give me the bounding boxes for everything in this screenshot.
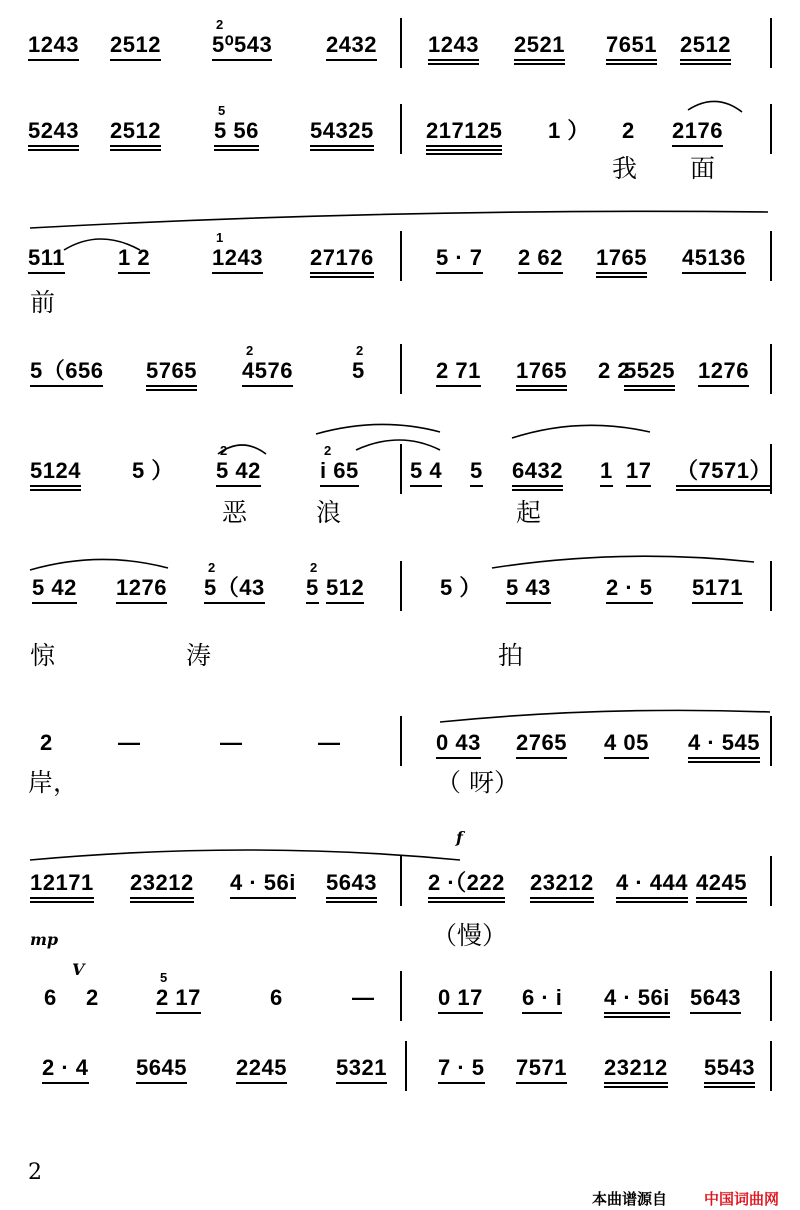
note-group: 12171 <box>30 870 94 896</box>
note-group: 17 <box>626 458 651 484</box>
beam-line <box>30 901 94 903</box>
source-prefix: 本曲谱源自 <box>592 1191 668 1208</box>
note-group: 1 ） <box>548 118 590 143</box>
note-group: 4576 <box>242 358 293 384</box>
note-group: 5 <box>470 458 483 484</box>
beam-line <box>156 1012 201 1014</box>
beam-line <box>600 485 613 487</box>
beam-line <box>310 272 374 274</box>
note-group: 5（43 <box>204 575 265 601</box>
beam-line <box>696 897 747 899</box>
beam-line <box>692 602 743 604</box>
note-group: 0 17 <box>438 985 483 1011</box>
beam-line <box>336 1082 387 1084</box>
beam-line <box>704 1082 755 1084</box>
beam-line <box>28 59 79 61</box>
note-group: 5 4 <box>410 458 442 484</box>
note-group: 2 71 <box>436 358 481 384</box>
note-group: 217125 <box>426 118 502 144</box>
lyric: 拍 <box>498 641 524 670</box>
note-group: 1 <box>600 458 613 484</box>
beam-line <box>428 897 505 899</box>
beam-line <box>110 149 161 151</box>
barline <box>770 104 772 154</box>
dynamic-mark: f <box>456 828 463 847</box>
grace-note: 2 <box>310 560 318 575</box>
slur <box>30 850 460 860</box>
beam-line <box>30 485 81 487</box>
beam-line <box>32 602 77 604</box>
note-group: 1765 <box>596 245 647 271</box>
beam-line <box>604 1012 670 1014</box>
beam-line <box>428 901 505 903</box>
note-group: 5643 <box>326 870 377 896</box>
beam-line <box>436 272 483 274</box>
lyric: 我 <box>612 154 638 183</box>
note-group: — <box>352 985 375 1010</box>
beam-line <box>516 389 567 391</box>
note-group: 2 62 <box>518 245 563 271</box>
beam-line <box>214 149 259 151</box>
note-group: 1243 <box>212 245 263 271</box>
note-group: 2 <box>622 118 635 143</box>
beam-line <box>326 602 364 604</box>
beam-line <box>696 901 747 903</box>
barline <box>770 18 772 68</box>
beam-line <box>606 602 653 604</box>
note-group: 5 43 <box>506 575 551 601</box>
beam-line <box>30 897 94 899</box>
note-group: 1276 <box>698 358 749 384</box>
slur <box>316 424 440 434</box>
note-group: 2 · 5 <box>606 575 653 601</box>
beam-line <box>676 489 772 491</box>
barline <box>400 344 402 394</box>
beam-line <box>28 272 65 274</box>
beam-line <box>30 385 103 387</box>
note-group: 5 42 <box>216 458 261 484</box>
beam-line <box>624 389 675 391</box>
beam-line <box>326 897 377 899</box>
barline <box>400 444 402 494</box>
beam-line <box>212 59 272 61</box>
note-group: 512 <box>326 575 364 601</box>
beam-line <box>306 602 319 604</box>
note-group: 2512 <box>680 32 731 58</box>
beam-line <box>310 145 374 147</box>
barline <box>400 561 402 611</box>
slur <box>30 211 768 228</box>
note-group: 1765 <box>516 358 567 384</box>
beam-line <box>682 272 746 274</box>
note-group: 5643 <box>690 985 741 1011</box>
beam-line <box>624 385 675 387</box>
note-group: 1243 <box>28 32 79 58</box>
note-group: 2 <box>40 730 53 755</box>
barline <box>400 18 402 68</box>
note-group: 1 2 <box>118 245 150 271</box>
beam-line <box>530 897 594 899</box>
slur <box>356 440 440 450</box>
beam-line <box>672 145 723 147</box>
barline <box>400 856 402 906</box>
note-group: 5645 <box>136 1055 187 1081</box>
page-number: 2 <box>28 1160 42 1185</box>
note-group: 2512 <box>110 118 161 144</box>
beam-line <box>604 1086 668 1088</box>
note-group: 2 · 4 <box>42 1055 89 1081</box>
beam-line <box>676 485 772 487</box>
lyric: 起 <box>516 498 542 527</box>
note-group: 2765 <box>516 730 567 756</box>
note-group: 4 · 56i <box>604 985 670 1011</box>
note-group: 4 · 444 <box>616 870 688 896</box>
beam-line <box>30 489 81 491</box>
note-group: 5765 <box>146 358 197 384</box>
note-group: 5321 <box>336 1055 387 1081</box>
note-group: 2176 <box>672 118 723 144</box>
note-group: 4 · 545 <box>688 730 760 756</box>
slur <box>30 559 168 570</box>
beam-line <box>428 59 479 61</box>
beam-line <box>320 485 359 487</box>
beam-line <box>606 59 657 61</box>
note-group: 6432 <box>512 458 563 484</box>
barline <box>770 231 772 281</box>
note-group: i 65 <box>320 458 359 484</box>
grace-note: 2 <box>356 343 364 358</box>
note-group: 5（656 <box>30 358 103 384</box>
barline <box>400 231 402 281</box>
lyric: 涛 <box>186 641 212 670</box>
beam-line <box>110 145 161 147</box>
note-group: 23212 <box>604 1055 668 1081</box>
beam-line <box>146 385 197 387</box>
note-group: 4 · 56i <box>230 870 296 896</box>
beam-line <box>616 901 688 903</box>
beam-line <box>514 63 565 65</box>
beam-line <box>616 897 688 899</box>
beam-line <box>522 1012 562 1014</box>
note-group: — <box>318 730 341 755</box>
note-group: 5 <box>352 358 365 383</box>
barline <box>770 561 772 611</box>
note-group: 5243 <box>28 118 79 144</box>
note-group: 45136 <box>682 245 746 271</box>
beam-line <box>516 1082 567 1084</box>
beam-line <box>688 757 760 759</box>
note-group: 6 · i <box>522 985 562 1011</box>
beam-line <box>42 1082 89 1084</box>
beam-line <box>680 63 731 65</box>
beam-line <box>506 602 551 604</box>
beam-line <box>410 485 442 487</box>
note-group: 5 ） <box>132 458 174 483</box>
beam-line <box>688 761 760 763</box>
note-group: 5 56 <box>214 118 259 144</box>
note-group: 2 17 <box>156 985 201 1011</box>
beam-line <box>438 1082 485 1084</box>
grace-note: 2 <box>246 343 254 358</box>
lyric: 惊 <box>30 641 56 670</box>
lyric: 面 <box>690 154 716 183</box>
beam-line <box>680 59 731 61</box>
note-group: 1276 <box>116 575 167 601</box>
beam-line <box>690 1012 741 1014</box>
beam-line <box>236 1082 287 1084</box>
beam-line <box>146 389 197 391</box>
grace-note: 2 <box>220 443 228 458</box>
note-group: — <box>118 730 141 755</box>
note-group: 2 2 <box>598 358 631 383</box>
beam-line <box>604 757 649 759</box>
beam-line <box>512 489 563 491</box>
beam-line <box>516 385 567 387</box>
beam-line <box>514 59 565 61</box>
beam-line <box>436 757 481 759</box>
dynamic-mark: mp <box>30 930 59 949</box>
note-group: （7571） <box>676 458 772 484</box>
beam-line <box>216 485 261 487</box>
beam-line <box>512 485 563 487</box>
note-group: 1243 <box>428 32 479 58</box>
barline <box>400 104 402 154</box>
beam-line <box>704 1086 755 1088</box>
note-group: 2 ·（222 <box>428 870 505 896</box>
note-group: 27176 <box>310 245 374 271</box>
beam-line <box>110 59 161 61</box>
beam-line <box>212 272 263 274</box>
barline <box>770 344 772 394</box>
slur <box>688 101 742 112</box>
barline <box>770 716 772 766</box>
note-group: 2245 <box>236 1055 287 1081</box>
note-group: 2512 <box>110 32 161 58</box>
slur <box>492 556 754 568</box>
beam-line <box>426 149 502 151</box>
note-group: 0 43 <box>436 730 481 756</box>
note-group: 7651 <box>606 32 657 58</box>
note-group: 2 <box>86 985 99 1010</box>
slur <box>512 425 650 438</box>
beam-line <box>698 385 749 387</box>
source-site: 中国词曲网 <box>704 1191 780 1208</box>
note-group: 5 42 <box>32 575 77 601</box>
dynamic-mark: V <box>72 960 85 979</box>
beam-line <box>310 149 374 151</box>
grace-note: 5 <box>218 103 226 118</box>
note-group: 4 05 <box>604 730 649 756</box>
lyric: 浪 <box>316 498 342 527</box>
note-group: 2432 <box>326 32 377 58</box>
beam-line <box>230 897 296 899</box>
beam-line <box>214 145 259 147</box>
beam-line <box>604 1016 670 1018</box>
grace-note: 5 <box>160 970 168 985</box>
note-group: 7571 <box>516 1055 567 1081</box>
note-group: 5124 <box>30 458 81 484</box>
note-group: 54325 <box>310 118 374 144</box>
beam-line <box>28 145 79 147</box>
beam-line <box>426 153 502 155</box>
beam-line <box>130 901 194 903</box>
beam-line <box>136 1082 187 1084</box>
grace-note: 2 <box>216 17 224 32</box>
beam-line <box>426 145 502 147</box>
note-group: 5 · 7 <box>436 245 483 271</box>
note-group: 5 <box>306 575 319 601</box>
note-group: 5171 <box>692 575 743 601</box>
beam-line <box>130 897 194 899</box>
barline <box>770 856 772 906</box>
beam-line <box>118 272 150 274</box>
note-group: 7 · 5 <box>438 1055 485 1081</box>
lyric: （ 呀） <box>436 768 519 797</box>
beam-line <box>438 1012 483 1014</box>
lyric: （慢） <box>432 921 508 950</box>
note-group: 6 <box>270 985 283 1010</box>
note-group: 23212 <box>530 870 594 896</box>
beam-line <box>428 63 479 65</box>
beam-line <box>516 757 567 759</box>
lyric: 岸， <box>28 768 79 797</box>
note-group: 5⁰543 <box>212 32 272 58</box>
note-group: 5525 <box>624 358 675 384</box>
beam-line <box>436 385 481 387</box>
beam-line <box>470 485 483 487</box>
beam-line <box>116 602 167 604</box>
barline <box>400 716 402 766</box>
beam-line <box>326 59 377 61</box>
note-group: 4245 <box>696 870 747 896</box>
note-group: 5 ） <box>440 575 482 600</box>
lyric: 恶 <box>222 498 248 527</box>
grace-note: 1 <box>216 230 224 245</box>
note-group: 23212 <box>130 870 194 896</box>
barline <box>400 971 402 1021</box>
slur <box>440 710 770 722</box>
note-group: 2521 <box>514 32 565 58</box>
note-group: 6 <box>44 985 57 1010</box>
beam-line <box>28 149 79 151</box>
beam-line <box>604 1082 668 1084</box>
beam-line <box>204 602 265 604</box>
barline <box>405 1041 407 1091</box>
beam-line <box>596 276 647 278</box>
beam-line <box>606 63 657 65</box>
beam-line <box>242 385 293 387</box>
note-group: — <box>220 730 243 755</box>
note-group: 511 <box>28 245 65 271</box>
grace-note: 2 <box>324 443 332 458</box>
note-group: 5543 <box>704 1055 755 1081</box>
beam-line <box>310 276 374 278</box>
beam-line <box>326 901 377 903</box>
lyric: 前 <box>30 288 56 317</box>
beam-line <box>518 272 563 274</box>
barline <box>770 971 772 1021</box>
beam-line <box>626 485 651 487</box>
beam-line <box>530 901 594 903</box>
barline <box>770 1041 772 1091</box>
grace-note: 2 <box>208 560 216 575</box>
beam-line <box>596 272 647 274</box>
